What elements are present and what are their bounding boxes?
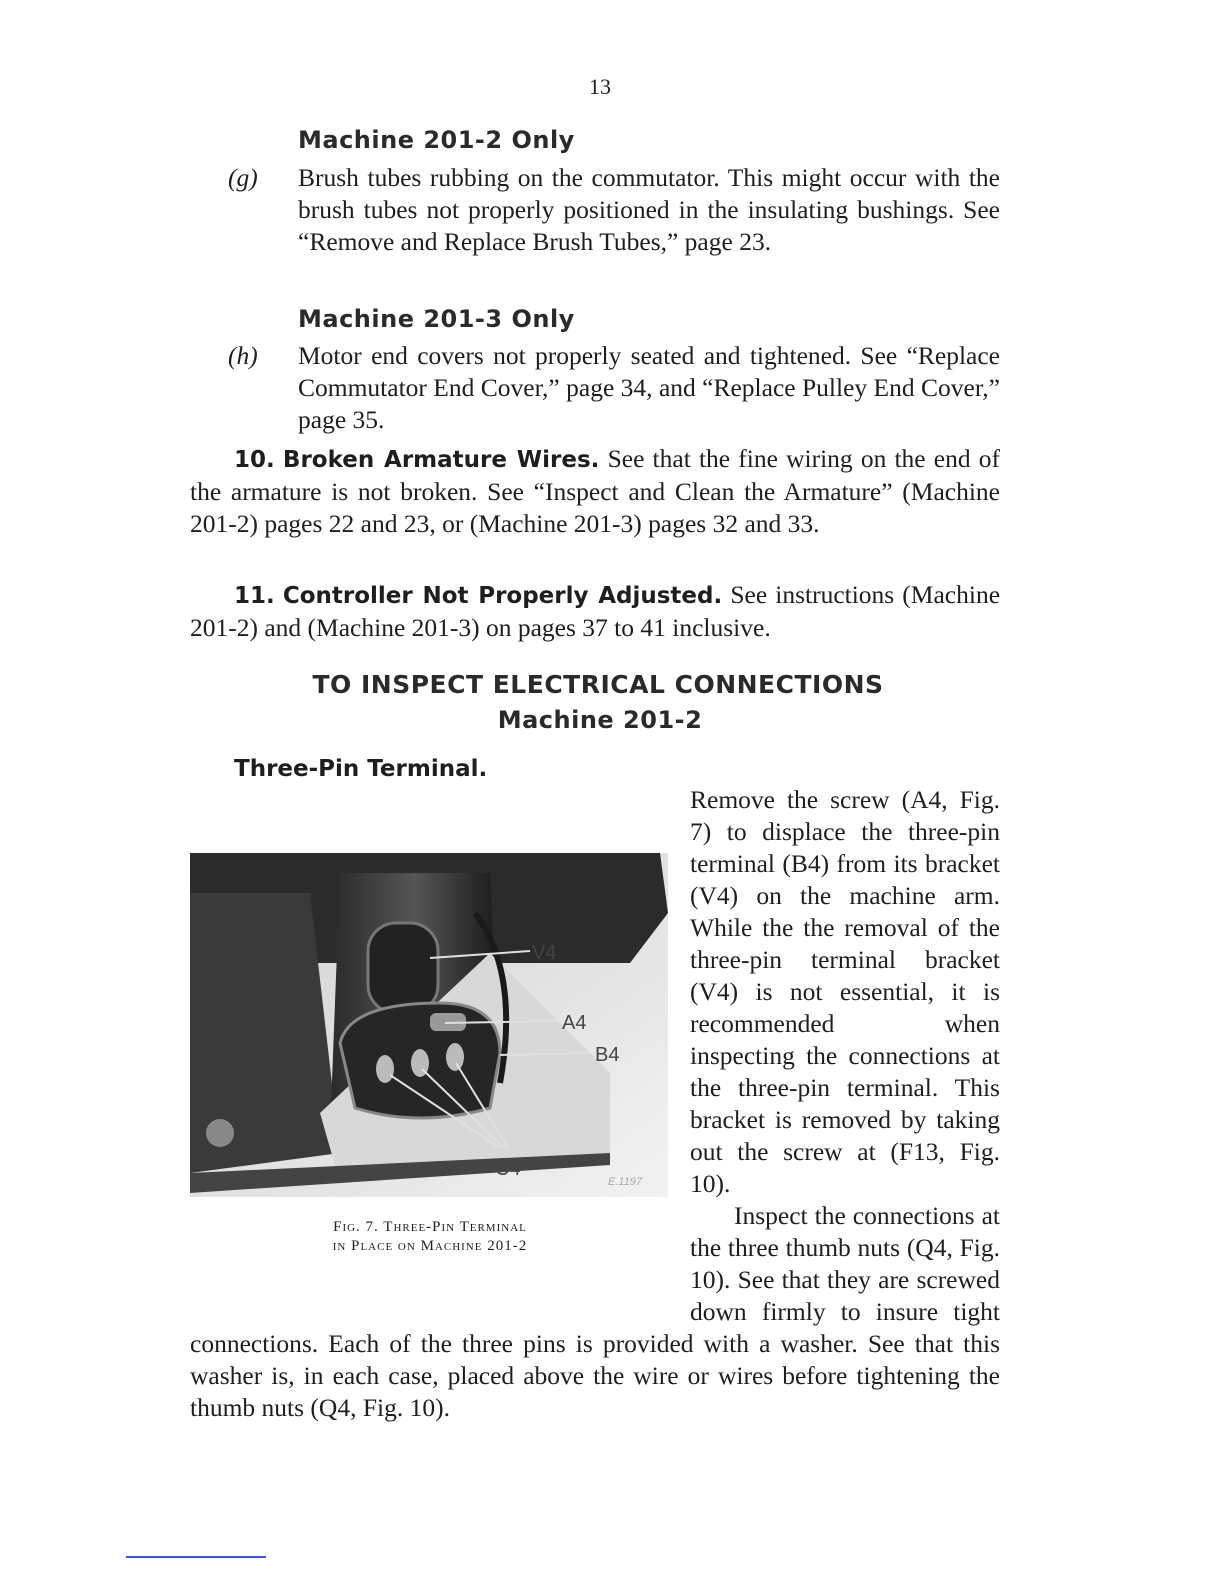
- item-10-number: 10.: [234, 447, 275, 473]
- item-11-title: Controller Not Properly Adjusted.: [282, 583, 723, 609]
- inspect-heading: TO INSPECT ELECTRICAL CONNECTIONS: [312, 670, 884, 699]
- three-pin-title: Three-Pin Terminal.: [234, 756, 488, 782]
- caption-line-2: in Place on Machine 201-2: [332, 1238, 528, 1254]
- pin-1: [376, 1055, 394, 1083]
- item-10: [190, 443, 1000, 540]
- footnote-rule: [126, 1556, 266, 1558]
- item-10-text: See that the fine wiring on the end of the armature is not broken. See “Inspect and Clean the Armature” (Machine 201-2) pages 22 and 23, or (Machine 201-3) pages 32 and 33.: [190, 444, 1001, 538]
- item-h-text: Motor end covers not properly seated and tightened. See “Replace Commutator End Cover,” page 34, and “Replace Pulley End Cover,” page 35.: [298, 341, 1000, 434]
- label-a4: A4: [562, 1012, 587, 1034]
- label-c4: C4: [495, 1158, 521, 1180]
- item-h: [228, 340, 1000, 440]
- item-g-text: Brush tubes rubbing on the commutator. This might occur with the brush tubes not properly positioned in the insulating bushings. See “Remove and Replace Brush Tubes,” page 23.: [298, 163, 1000, 256]
- three-pin-text: Remove the screw (A4, Fig. 7) to displace the three-pin terminal (B4) from its bracket (V4) on the machine arm. While the the removal of the three-pin terminal bracket (V4) is not essential, it is recommended when inspecting the connections at the three-pin terminal. This bracket is removed by taking out the screw at (F13, Fig. 10).: [690, 785, 1000, 1198]
- figure-7-photo: [190, 853, 668, 1197]
- figure-caption: [190, 1218, 670, 1256]
- machine-201-2-heading: Machine 201-2 Only: [298, 126, 575, 154]
- bracket-v4: [368, 923, 438, 1013]
- label-v4: V4: [532, 942, 557, 964]
- item-g: [228, 162, 1000, 292]
- item-g-label: (g): [228, 163, 258, 192]
- item-11: [190, 579, 1000, 644]
- item-h-label: (h): [228, 341, 258, 370]
- machine-201-3-heading: Machine 201-3 Only: [298, 305, 575, 333]
- inspect-subheading: Machine 201-2: [497, 706, 703, 734]
- three-pin-terminal-illustration: [190, 853, 668, 1197]
- item-11-text: See instructions (Machine 201-2) and (Machine 201-3) on pages 37 to 41 inclusive.: [190, 580, 1001, 642]
- page-number: 13: [589, 74, 611, 99]
- item-11-number: 11.: [234, 583, 275, 609]
- label-b4: B4: [595, 1044, 620, 1066]
- caption-line-1: Fig. 7. Three-Pin Terminal: [333, 1219, 527, 1235]
- pin-3: [446, 1043, 464, 1071]
- photo-id: E.1197: [608, 1176, 643, 1188]
- thumb-nuts-text: Inspect the connections at the three thumb nuts (Q4, Fig. 10). See that they are screwed down firmly to insure tight connections. Each of the three pins is provided with a washer. See that this washer is, in each case, placed above the wire or wires before tightening the thumb nuts (Q4, Fig. 10).: [190, 1201, 1000, 1422]
- item-10-title: Broken Armature Wires.: [282, 447, 600, 473]
- knob: [206, 1119, 234, 1147]
